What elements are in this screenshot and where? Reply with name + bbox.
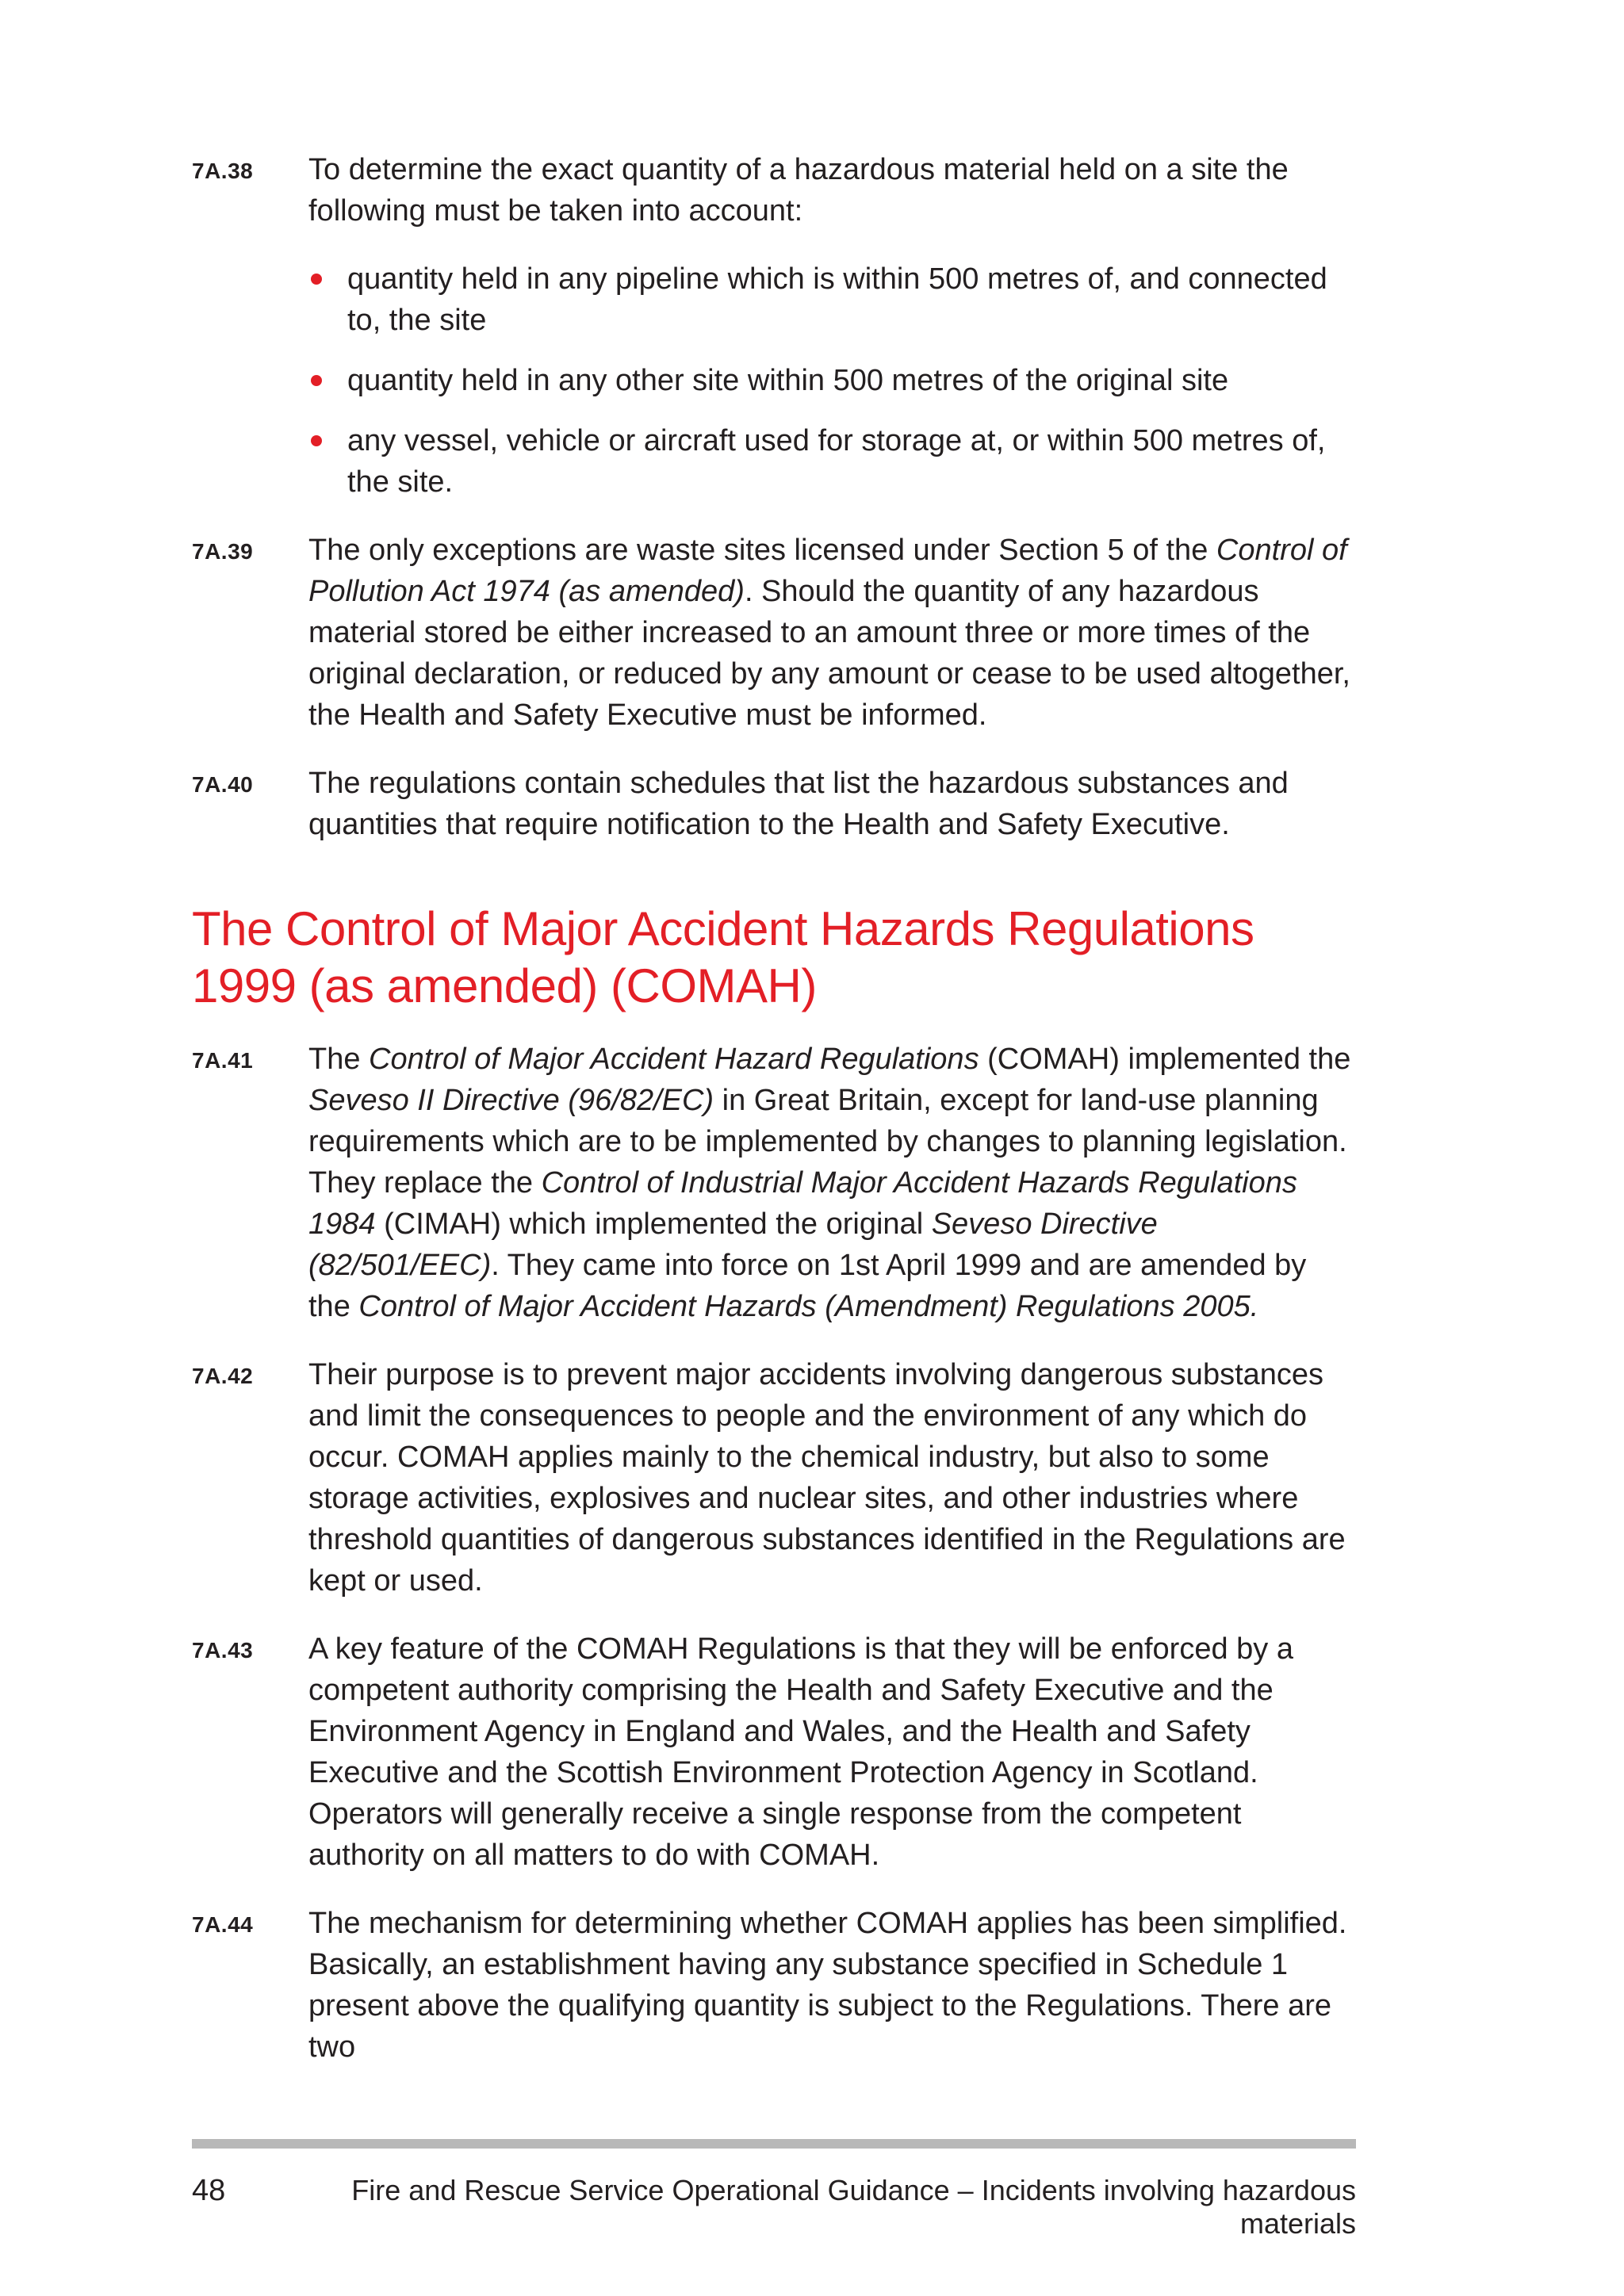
act-title-italic: Control of Pollution Act 1974 (as amended) [308,534,1347,608]
paragraph-text: (COMAH) implemented the [979,1043,1351,1076]
paragraph-7a43 [192,1628,1356,1876]
paragraph-text: The only exceptions are waste sites licensed under Section 5 of the [308,534,1216,567]
paragraph-text: in Great Britain, except for land-use planning requirements which are to be implemented by changes to planning legislation. They replace the [308,1084,1347,1200]
paragraph-text: Their purpose is to prevent major accidents involving dangerous substances and limit the consequences to people and the environment of any which do occur. COMAH applies mainly to the chemical industry, but also to some storage activities, explosives and nuclear sites, and other industries where threshold quantities of dangerous substances identified in the Regulations are kept or used. [308,1358,1346,1598]
paragraph-body [308,149,1356,503]
paragraph-number: 7A.40 [192,772,254,797]
page-number: 48 [192,2174,226,2207]
regulation-title-italic: Control of Industrial Major Accident Hazards Regulations 1984 [308,1166,1297,1241]
page-content [192,149,1356,2095]
paragraph-body [308,1354,1356,1601]
paragraph-7a39 [192,530,1356,736]
bullet-dot-icon [311,375,322,386]
paragraph-7a42 [192,1354,1356,1601]
bullet-item [308,258,1356,341]
paragraph-body [308,530,1356,736]
paragraph-text: . They came into force on 1st April 1999 and are amended by the [308,1249,1307,1323]
section-heading: The Control of Major Accident Hazards Regulations 1999 (as amended) (COMAH) [192,902,1254,1012]
paragraph-body [308,1628,1356,1876]
paragraph-body [308,1903,1356,2068]
bullet-item [308,420,1356,503]
paragraph-number: 7A.41 [192,1048,254,1073]
bullet-text: any vessel, vehicle or aircraft used for storage at, or within 500 metres of, the site. [347,424,1326,499]
paragraph-text: A key feature of the COMAH Regulations is that they will be enforced by a competent authority comprising the Health and Safety Executive and the Environment Agency in England and Wales, and the Health and Safety Executive and the Scottish Environment Protection Agency in Scotland. Operators will generally receive a single response from the competent authority on all matters to do with COMAH. [308,1632,1293,1872]
paragraph-7a38 [192,149,1356,503]
paragraph-text: The mechanism for determining whether COMAH applies has been simplified. Basically, an establishment having any substance specified in Schedule 1 present above the qualifying quantity is subject to the Regulations. There are two [308,1907,1347,2064]
paragraph-text: . Should the quantity of any hazardous material stored be either increased to an amount three or more times of the original declaration, or reduced by any amount or cease to be used altogether, the Health and Safety Executive must be informed. [308,575,1350,732]
paragraph-text: The regulations contain schedules that list the hazardous substances and quantities that require notification to the Health and Safety Executive. [308,767,1289,841]
bullet-text: quantity held in any pipeline which is within 500 metres of, and connected to, the site [347,262,1327,337]
paragraph-number: 7A.38 [192,159,254,183]
regulation-title-italic: Control of Major Accident Hazard Regulations [369,1043,979,1076]
paragraph-number: 7A.43 [192,1638,254,1663]
paragraph-number: 7A.44 [192,1912,254,1937]
bullet-list [308,258,1356,503]
paragraph-7a44 [192,1903,1356,2068]
paragraph-number: 7A.39 [192,539,254,564]
page-footer [192,2174,1356,2241]
paragraph-text: To determine the exact quantity of a hazardous material held on a site the following must be taken into account: [308,153,1289,228]
footer-divider [192,2139,1356,2149]
paragraph-number: 7A.42 [192,1364,254,1388]
bullet-dot-icon [311,274,322,285]
bullet-item [308,360,1356,401]
bullet-text: quantity held in any other site within 500 metres of the original site [347,364,1229,397]
bullet-dot-icon [311,435,322,446]
regulation-title-italic: Control of Major Accident Hazards (Amendment) Regulations 2005. [358,1290,1259,1323]
paragraph-body [308,763,1356,845]
paragraph-7a41 [192,1039,1356,1327]
paragraph-7a40 [192,763,1356,845]
paragraph-text: The [308,1043,370,1076]
paragraph-text: (CIMAH) which implemented the original [375,1207,932,1241]
directive-title-italic: Seveso Directive (82/501/EEC) [308,1207,1158,1282]
paragraph-body [308,1039,1356,1327]
directive-title-italic: Seveso II Directive (96/82/EC) [308,1084,714,1117]
footer-title: Fire and Rescue Service Operational Guidance – Incidents involving hazardous materials [351,2174,1356,2240]
